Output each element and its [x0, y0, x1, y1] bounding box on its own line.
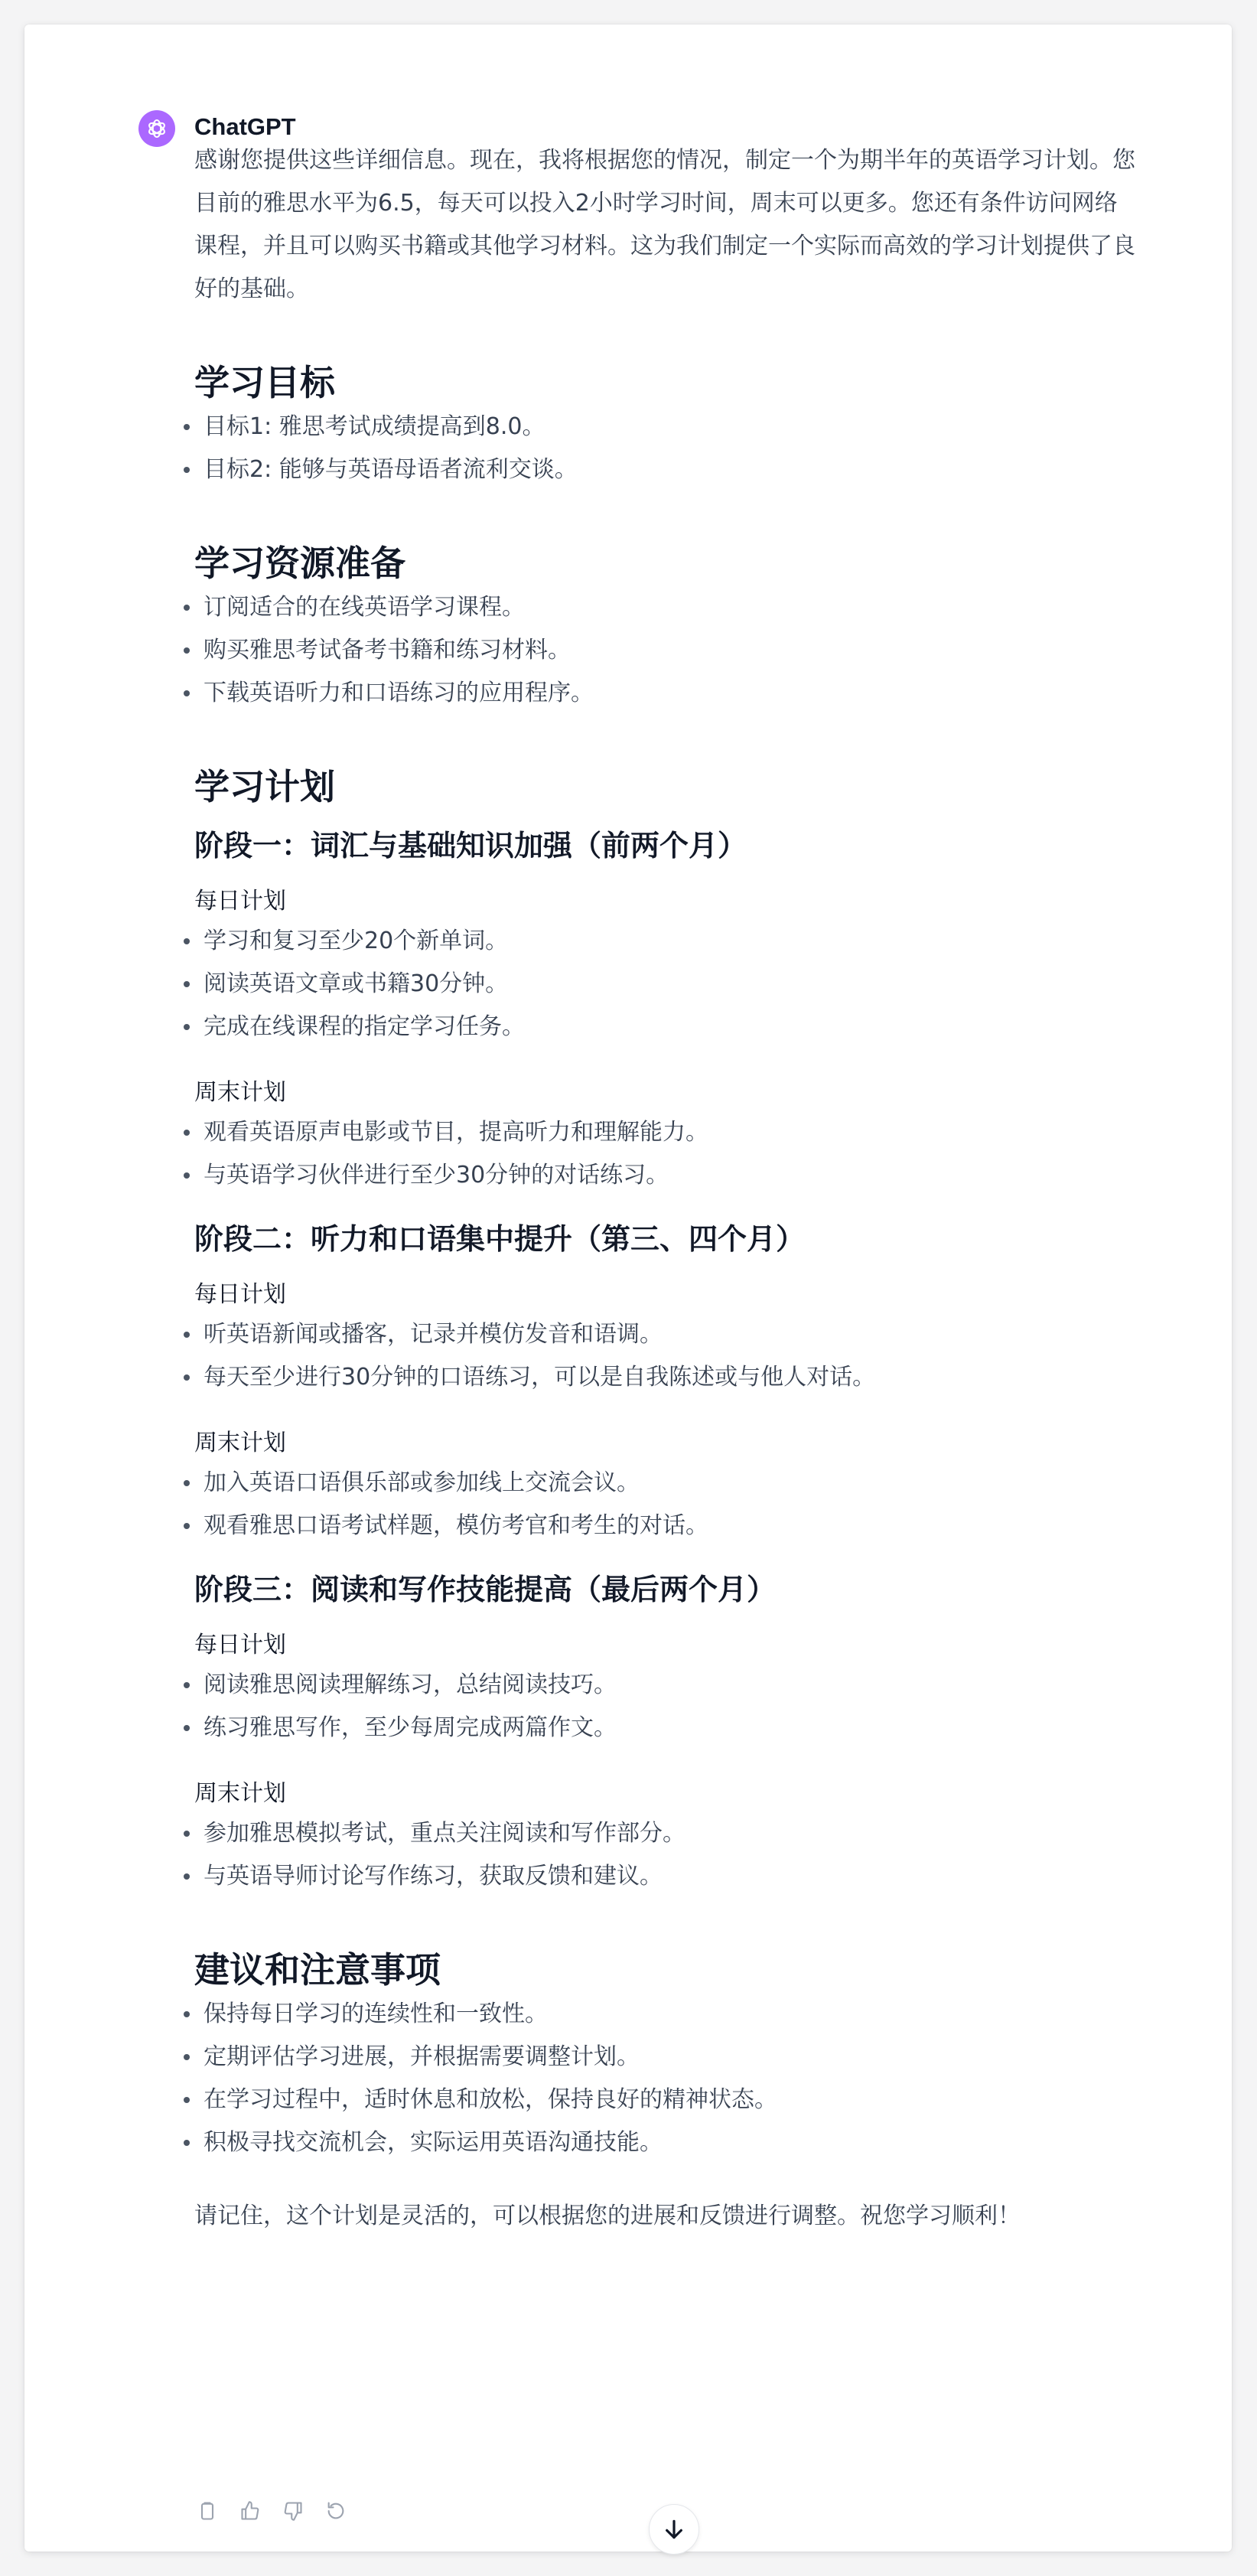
list-item: 与英语学习伙伴进行至少30分钟的对话练习。 — [194, 1154, 1135, 1197]
phase-1-weekend-label: 周末计划 — [194, 1079, 286, 1106]
phase-3-title: 阶段三：阅读和写作技能提高（最后两个月） — [194, 1573, 777, 1606]
thumbs-down-button[interactable] — [280, 2498, 306, 2524]
tips-list — [194, 1993, 1135, 2164]
list-item: 练习雅思写作，至少每周完成两篇作文。 — [194, 1707, 1135, 1749]
phase-1-daily-list — [194, 920, 1135, 1048]
phase-2-daily-label: 每日计划 — [194, 1281, 286, 1308]
list-item: 订阅适合的在线英语学习课程。 — [194, 586, 1135, 629]
tips-heading: 建议和注意事项 — [194, 1949, 441, 1991]
copy-icon — [197, 2500, 218, 2522]
phase-3-weekend-list — [194, 1812, 1135, 1898]
closing-paragraph: 请记住，这个计划是灵活的，可以根据您的进展和反馈进行调整。祝您学习顺利！ — [194, 2203, 1021, 2229]
thumbs-up-button[interactable] — [237, 2498, 263, 2524]
list-item: 加入英语口语俱乐部或参加线上交流会议。 — [194, 1462, 1135, 1505]
list-item: 目标2: 能够与英语母语者流利交谈。 — [194, 448, 1135, 491]
chatgpt-avatar — [138, 110, 175, 147]
phase-2-weekend-list — [194, 1462, 1135, 1547]
phase-2-title: 阶段二：听力和口语集中提升（第三、四个月） — [194, 1222, 806, 1256]
list-item: 保持每日学习的连续性和一致性。 — [194, 1993, 1135, 2036]
regenerate-button[interactable] — [323, 2498, 349, 2524]
arrow-down-icon — [662, 2517, 686, 2542]
list-item: 阅读雅思阅读理解练习，总结阅读技巧。 — [194, 1664, 1135, 1707]
list-item: 积极寻找交流机会，实际运用英语沟通技能。 — [194, 2121, 1135, 2164]
list-item: 在学习过程中，适时休息和放松，保持良好的精神状态。 — [194, 2079, 1135, 2121]
list-item: 每天至少进行30分钟的口语练习，可以是自我陈述或与他人对话。 — [194, 1356, 1135, 1399]
list-item: 阅读英语文章或书籍30分钟。 — [194, 963, 1135, 1006]
list-item: 完成在线课程的指定学习任务。 — [194, 1006, 1135, 1048]
list-item: 学习和复习至少20个新单词。 — [194, 920, 1135, 963]
resources-list — [194, 586, 1135, 715]
list-item: 下载英语听力和口语练习的应用程序。 — [194, 672, 1135, 715]
phase-1-weekend-list — [194, 1111, 1135, 1197]
list-item: 观看英语原声电影或节目，提高听力和理解能力。 — [194, 1111, 1135, 1154]
openai-logo-icon — [145, 116, 169, 141]
scroll-to-bottom-button[interactable] — [649, 2504, 699, 2555]
list-item: 参加雅思模拟考试，重点关注阅读和写作部分。 — [194, 1812, 1135, 1855]
goals-heading: 学习目标 — [194, 362, 335, 403]
list-item: 购买雅思考试备考书籍和练习材料。 — [194, 629, 1135, 672]
copy-button[interactable] — [194, 2498, 220, 2524]
phase-3-daily-label: 每日计划 — [194, 1632, 286, 1658]
phase-3-daily-list — [194, 1664, 1135, 1749]
plan-heading: 学习计划 — [194, 766, 335, 807]
message-actions — [194, 2498, 349, 2524]
list-item: 与英语导师讨论写作练习，获取反馈和建议。 — [194, 1855, 1135, 1898]
phase-2-weekend-label: 周末计划 — [194, 1430, 286, 1456]
resources-heading: 学习资源准备 — [194, 543, 405, 584]
phase-3-weekend-label: 周末计划 — [194, 1780, 286, 1807]
regenerate-icon — [325, 2500, 347, 2522]
phase-1-title: 阶段一：词汇与基础知识加强（前两个月） — [194, 829, 747, 862]
message-content — [194, 139, 1135, 2238]
list-item: 观看雅思口语考试样题，模仿考官和考生的对话。 — [194, 1505, 1135, 1547]
intro-paragraph: 感谢您提供这些详细信息。现在，我将根据您的情况，制定一个为期半年的英语学习计划。您目前的雅思水平为6.5，每天可以投入2小时学习时间，周末可以更多。您还有条件访问网络课程，并且可以购买书籍或其他学习材料。这为我们制定一个实际而高效的学习计划提供了良好的基础。 — [194, 147, 1135, 302]
thumbs-up-icon — [239, 2500, 261, 2522]
phase-2-daily-list — [194, 1313, 1135, 1399]
phase-1-daily-label: 每日计划 — [194, 888, 286, 915]
list-item: 目标1: 雅思考试成绩提高到8.0。 — [194, 406, 1135, 448]
message-author: ChatGPT — [194, 113, 296, 140]
chat-message-card — [24, 24, 1232, 2552]
thumbs-down-icon — [282, 2500, 304, 2522]
list-item: 定期评估学习进展，并根据需要调整计划。 — [194, 2036, 1135, 2079]
goals-list — [194, 406, 1135, 491]
list-item: 听英语新闻或播客，记录并模仿发音和语调。 — [194, 1313, 1135, 1356]
